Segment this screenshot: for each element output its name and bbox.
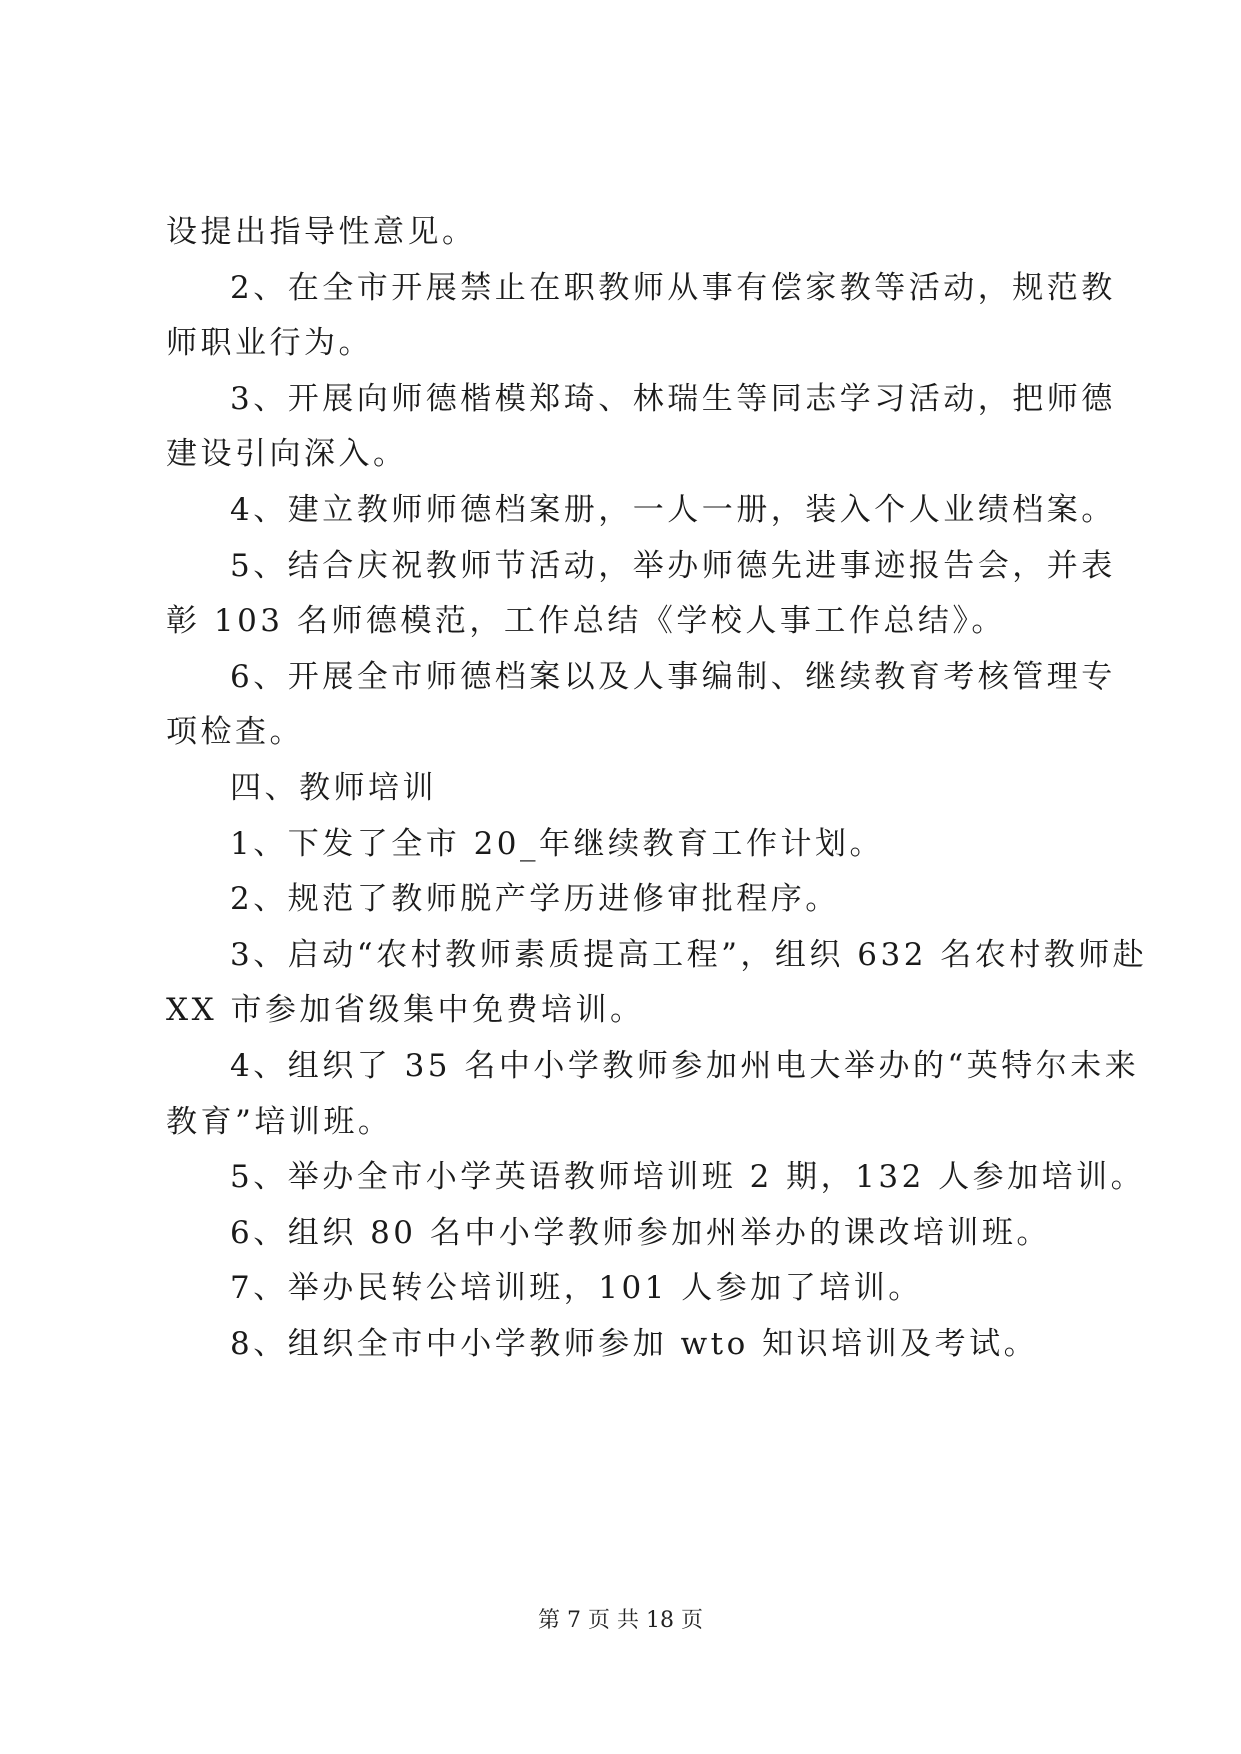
text-line-14: 3、启动“农村教师素质提高工程”，组织 632 名农村教师赴 bbox=[230, 937, 1148, 973]
text-line-16: 4、组织了 35 名中小学教师参加州电大举办的“英特尔未来 bbox=[230, 1048, 1140, 1084]
page-number-footer: 第 7 页 共 18 页 bbox=[538, 1608, 703, 1633]
text-line-15: XX 市参加省级集中免费培训。 bbox=[166, 992, 645, 1028]
text-line-4: 3、开展向师德楷模郑琦、林瑞生等同志学习活动，把师德 bbox=[230, 381, 1116, 417]
text-line-2: 2、在全市开展禁止在职教师从事有偿家教等活动，规范教 bbox=[230, 270, 1116, 306]
text-line-20: 7、举办民转公培训班，101 人参加了培训。 bbox=[230, 1270, 923, 1306]
text-line-7: 5、结合庆祝教师节活动，举办师德先进事迹报告会，并表 bbox=[230, 548, 1116, 584]
text-line-21: 8、组织全市中小学教师参加 wto 知识培训及考试。 bbox=[230, 1326, 1039, 1362]
text-line-8: 彰 103 名师德模范，工作总结《学校人事工作总结》。 bbox=[166, 603, 1006, 639]
section-heading: 四、教师培训 bbox=[230, 770, 437, 806]
text-line-12: 1、下发了全市 20_年继续教育工作计划。 bbox=[230, 826, 885, 862]
text-line-18: 5、举办全市小学英语教师培训班 2 期，132 人参加培训。 bbox=[230, 1159, 1146, 1195]
text-line-1: 设提出指导性意见。 bbox=[166, 214, 477, 250]
text-line-6: 4、建立教师师德档案册，一人一册，装入个人业绩档案。 bbox=[230, 492, 1116, 528]
text-line-19: 6、组织 80 名中小学教师参加州举办的课改培训班。 bbox=[230, 1215, 1051, 1251]
text-line-10: 项检查。 bbox=[166, 714, 304, 750]
text-line-17: 教育”培训班。 bbox=[166, 1104, 393, 1140]
text-line-5: 建设引向深入。 bbox=[166, 436, 408, 472]
text-line-3: 师职业行为。 bbox=[166, 325, 373, 361]
text-line-9: 6、开展全市师德档案以及人事编制、继续教育考核管理专 bbox=[230, 659, 1116, 695]
text-line-13: 2、规范了教师脱产学历进修审批程序。 bbox=[230, 881, 840, 917]
